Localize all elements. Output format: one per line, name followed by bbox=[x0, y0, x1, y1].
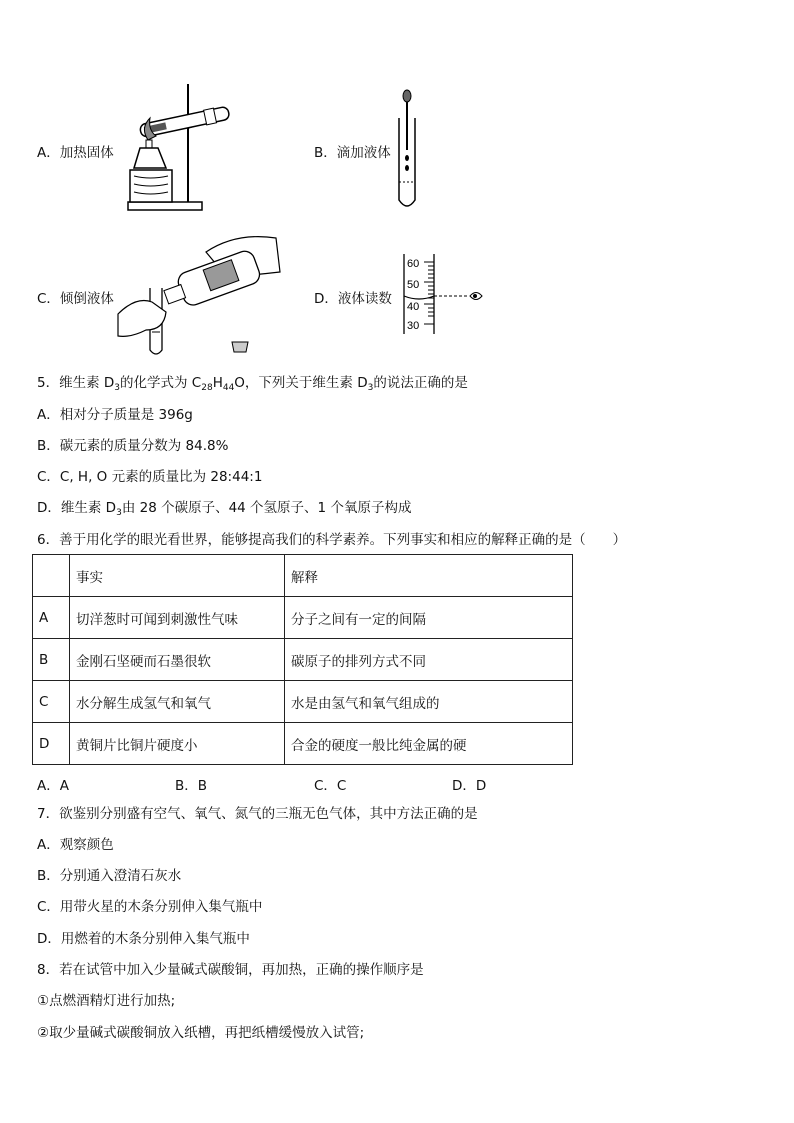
row-explanation: 水是由氢气和氧气组成的 bbox=[285, 681, 573, 723]
option-c-label: C．倾倒液体 bbox=[37, 291, 114, 307]
table-header-cell: 解释 bbox=[285, 555, 573, 597]
q7-option-a: A．观察颜色 bbox=[37, 837, 114, 853]
q5-option-d: D．维生素 $D_3$由 28 个碳原子、44 个氢原子、1 个氧原子构成 bbox=[37, 500, 412, 518]
row-fact: 水分解生成氢气和氧气 bbox=[70, 681, 285, 723]
row-fact: 黄铜片比铜片硬度小 bbox=[70, 723, 285, 765]
q6-answer-c: C．C bbox=[314, 778, 347, 794]
row-explanation: 碳原子的排列方式不同 bbox=[285, 639, 573, 681]
q5-option-c: C．C, H, O 元素的质量比为 28:44:1 bbox=[37, 469, 263, 485]
reading-cylinder-figure bbox=[400, 252, 486, 336]
q5-stem: 5．维生素 $D_3$的化学式为 $C_{28}H_{44}O$，下列关于维生素 $D_3$的说法正确的是 bbox=[37, 375, 468, 393]
row-key: D bbox=[33, 723, 70, 765]
row-key: C bbox=[33, 681, 70, 723]
scale-label-30: 30 bbox=[407, 320, 420, 332]
q7-option-c: C．用带火星的木条分别伸入集气瓶中 bbox=[37, 899, 263, 915]
q7-stem: 7．欲鉴别分别盛有空气、氧气、氮气的三瓶无色气体，其中方法正确的是 bbox=[37, 806, 478, 822]
q8-stem: 8．若在试管中加入少量碱式碳酸铜，再加热，正确的操作顺序是 bbox=[37, 962, 424, 978]
option-a-label: A．加热固体 bbox=[37, 145, 114, 161]
pouring-liquid-figure bbox=[116, 232, 284, 358]
q6-answer-d: D．D bbox=[452, 778, 487, 794]
option-b-label: B．滴加液体 bbox=[314, 145, 391, 161]
row-fact: 切洋葱时可闻到刺激性气味 bbox=[70, 597, 285, 639]
scale-label-50: 50 bbox=[407, 279, 420, 291]
q5-option-a: A．相对分子质量是 396g bbox=[37, 407, 193, 423]
row-explanation: 合金的硬度一般比纯金属的硬 bbox=[285, 723, 573, 765]
q8-step-2: ②取少量碱式碳酸铜放入纸槽，再把纸槽缓慢放入试管; bbox=[37, 1025, 365, 1041]
row-key: B bbox=[33, 639, 70, 681]
q6-answer-a: A．A bbox=[37, 778, 69, 794]
table-header-cell: 事实 bbox=[70, 555, 285, 597]
dropping-liquid-figure bbox=[395, 88, 419, 212]
q7-option-d: D．用燃着的木条分别伸入集气瓶中 bbox=[37, 931, 250, 947]
heating-solid-figure bbox=[122, 80, 234, 214]
scale-label-40: 40 bbox=[407, 301, 420, 313]
q5-option-b: B．碳元素的质量分数为 84.8% bbox=[37, 438, 229, 454]
table-row bbox=[33, 681, 573, 723]
q6-answer-b: B．B bbox=[175, 778, 208, 794]
facts-table bbox=[32, 554, 573, 765]
row-explanation: 分子之间有一定的间隔 bbox=[285, 597, 573, 639]
table-header-cell bbox=[33, 555, 70, 597]
eye-icon bbox=[470, 293, 482, 300]
table-row bbox=[33, 597, 573, 639]
table-header-row bbox=[33, 555, 573, 597]
option-d-label: D．液体读数 bbox=[314, 291, 392, 307]
table-row bbox=[33, 639, 573, 681]
row-key: A bbox=[33, 597, 70, 639]
q8-step-1: ①点燃酒精灯进行加热; bbox=[37, 993, 176, 1009]
q7-option-b: B．分别通入澄清石灰水 bbox=[37, 868, 182, 884]
q6-stem: 6．善于用化学的眼光看世界，能够提高我们的科学素养。下列事实和相应的解释正确的是（ ） bbox=[37, 532, 627, 548]
row-fact: 金刚石坚硬而石墨很软 bbox=[70, 639, 285, 681]
table-row bbox=[33, 723, 573, 765]
scale-label-60: 60 bbox=[407, 258, 420, 270]
